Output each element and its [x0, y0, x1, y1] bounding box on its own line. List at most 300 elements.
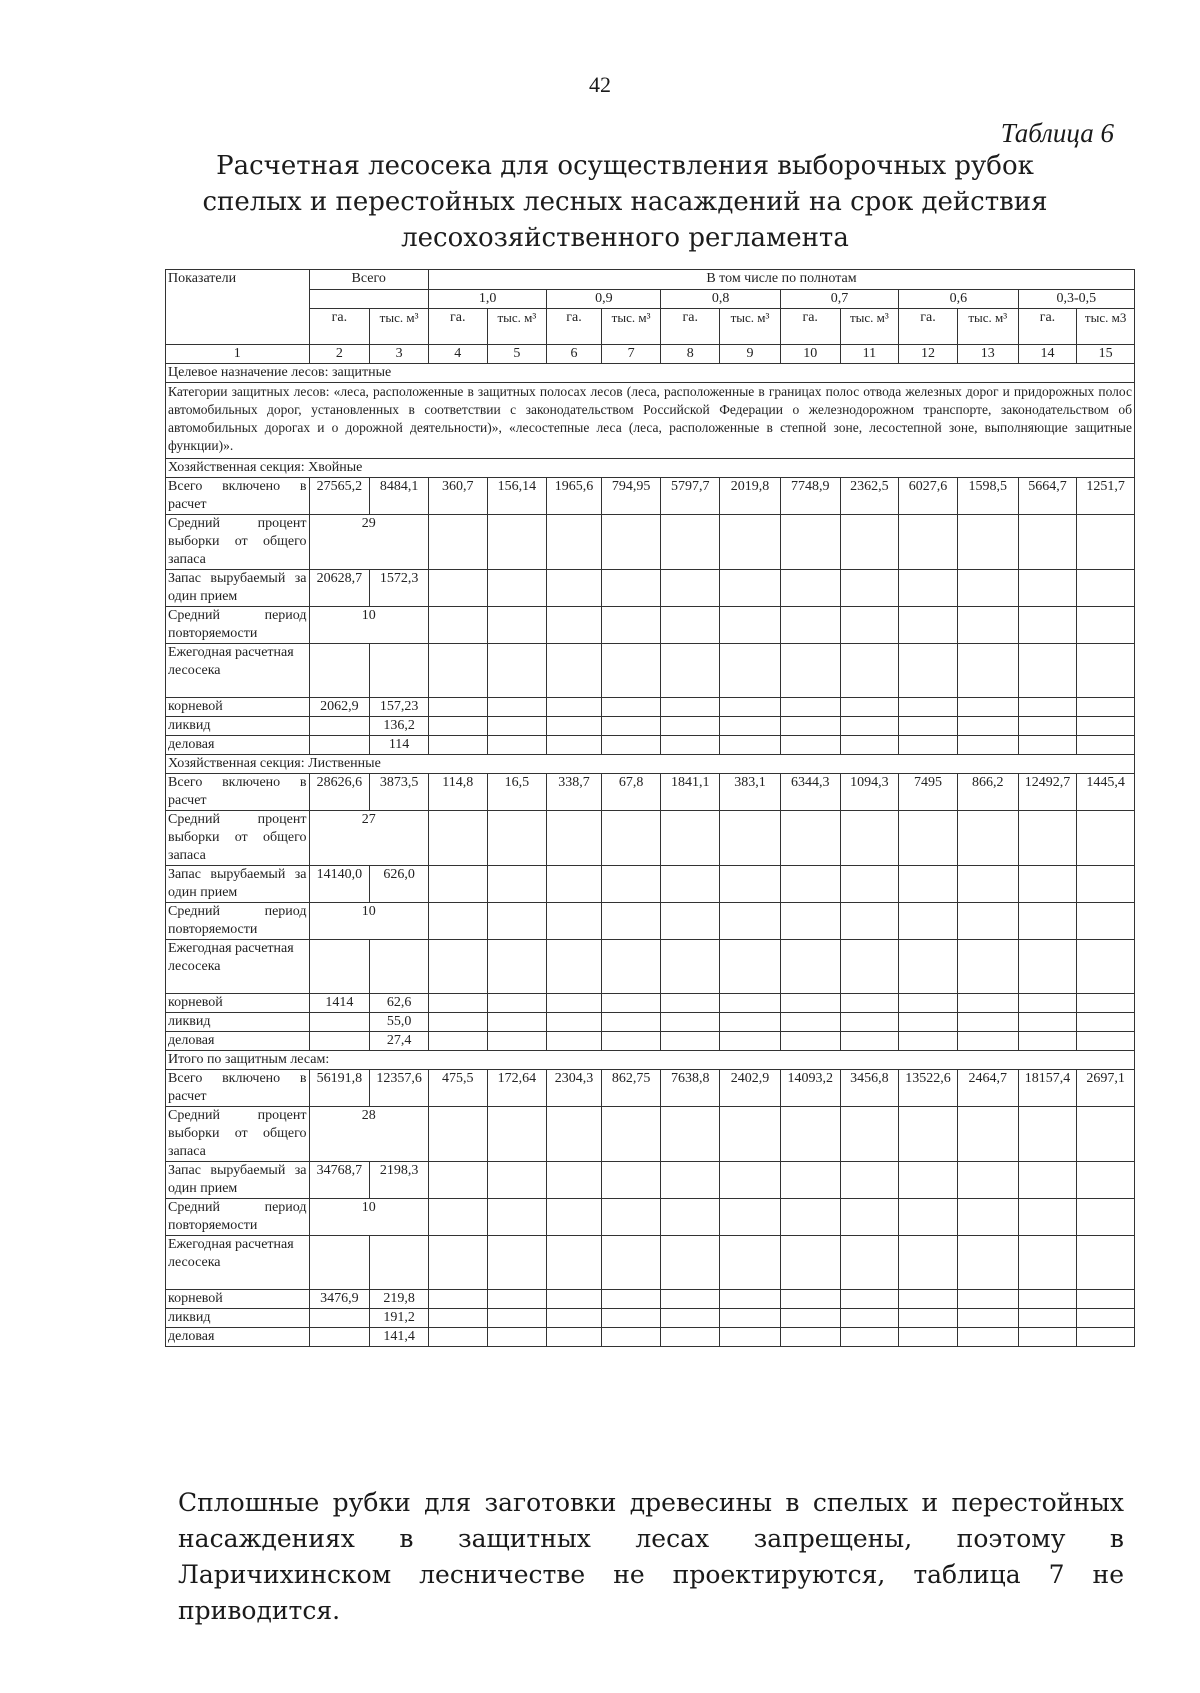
empty-cell	[1077, 1236, 1135, 1290]
empty-cell	[547, 1032, 601, 1051]
value-cell: 114,8	[428, 774, 487, 811]
value-cell: 7638,8	[661, 1070, 720, 1107]
empty-cell	[601, 1199, 661, 1236]
table-row	[166, 290, 1135, 309]
empty-cell	[957, 717, 1018, 736]
header-ha: га.	[547, 309, 601, 345]
column-number: 4	[428, 345, 487, 364]
table-row	[166, 698, 1135, 717]
empty-cell	[899, 570, 958, 607]
value-cell: 2062,9	[309, 698, 370, 717]
empty-cell	[428, 1199, 487, 1236]
empty-cell	[661, 1309, 720, 1328]
empty-cell	[780, 1013, 840, 1032]
empty-cell	[957, 1032, 1018, 1051]
empty-cell	[1077, 1309, 1135, 1328]
table-row	[166, 570, 1135, 607]
table-label: Таблица 6	[1000, 118, 1114, 148]
header-m3: тыс. м³	[370, 309, 429, 345]
header-density: 0,9	[547, 290, 661, 309]
empty-cell	[1077, 940, 1135, 994]
empty-cell	[780, 903, 840, 940]
column-number: 14	[1018, 345, 1077, 364]
empty-cell	[661, 1107, 720, 1162]
header-density: 1,0	[428, 290, 546, 309]
table-row	[166, 717, 1135, 736]
empty-cell	[899, 607, 958, 644]
table-row	[166, 383, 1135, 459]
empty-cell	[1077, 1199, 1135, 1236]
value-cell: 34768,7	[309, 1162, 370, 1199]
empty-cell	[1077, 1107, 1135, 1162]
column-number: 6	[547, 345, 601, 364]
empty-cell	[1018, 811, 1077, 866]
value-cell: 18157,4	[1018, 1070, 1077, 1107]
value-cell: 10	[309, 1199, 428, 1236]
empty-cell	[547, 866, 601, 903]
empty-cell	[428, 811, 487, 866]
value-cell: 55,0	[370, 1013, 429, 1032]
empty-cell	[840, 940, 899, 994]
section-title: Хозяйственная секция: Хвойные	[166, 459, 1135, 478]
empty-cell	[720, 994, 781, 1013]
value-cell: 13522,6	[899, 1070, 958, 1107]
row-label: ликвид	[166, 1013, 310, 1032]
empty-cell	[780, 644, 840, 698]
empty-cell	[547, 1328, 601, 1347]
empty-cell	[780, 1236, 840, 1290]
empty-cell	[957, 994, 1018, 1013]
value-cell: 2304,3	[547, 1070, 601, 1107]
value-cell: 14093,2	[780, 1070, 840, 1107]
empty-cell	[1077, 866, 1135, 903]
empty-cell	[309, 1236, 370, 1290]
empty-cell	[661, 811, 720, 866]
empty-cell	[547, 1199, 601, 1236]
column-number: 5	[487, 345, 547, 364]
empty-cell	[1018, 1236, 1077, 1290]
empty-cell	[661, 1162, 720, 1199]
row-label: Ежегодная расчетная лесосека	[166, 644, 310, 698]
empty-cell	[309, 717, 370, 736]
row-label: Всего включено в расчет	[166, 478, 310, 515]
empty-cell	[899, 736, 958, 755]
value-cell: 862,75	[601, 1070, 661, 1107]
empty-cell	[487, 1032, 547, 1051]
empty-cell	[840, 515, 899, 570]
table-row	[166, 866, 1135, 903]
value-cell: 136,2	[370, 717, 429, 736]
value-cell: 16,5	[487, 774, 547, 811]
empty-cell	[601, 1328, 661, 1347]
empty-cell	[661, 1032, 720, 1051]
empty-cell	[957, 607, 1018, 644]
column-number: 7	[601, 345, 661, 364]
empty-cell	[547, 698, 601, 717]
value-cell: 1841,1	[661, 774, 720, 811]
column-number: 8	[661, 345, 720, 364]
empty-cell	[840, 1328, 899, 1347]
empty-cell	[1077, 811, 1135, 866]
value-cell: 1572,3	[370, 570, 429, 607]
empty-cell	[780, 570, 840, 607]
value-cell: 28	[309, 1107, 428, 1162]
empty-cell	[428, 940, 487, 994]
empty-cell	[840, 1013, 899, 1032]
empty-cell	[601, 1107, 661, 1162]
value-cell: 2402,9	[720, 1070, 781, 1107]
empty-cell	[899, 1328, 958, 1347]
value-cell: 20628,7	[309, 570, 370, 607]
empty-cell	[547, 515, 601, 570]
empty-cell	[780, 1309, 840, 1328]
row-label: Всего включено в расчет	[166, 1070, 310, 1107]
empty-cell	[899, 903, 958, 940]
empty-cell	[487, 994, 547, 1013]
table-row	[166, 515, 1135, 570]
empty-cell	[957, 698, 1018, 717]
empty-cell	[661, 698, 720, 717]
empty-cell	[899, 1013, 958, 1032]
row-label: Запас вырубаемый за один прием	[166, 1162, 310, 1199]
empty-cell	[487, 717, 547, 736]
row-label: Средний процент выборки от общего запаса	[166, 1107, 310, 1162]
table-row	[166, 607, 1135, 644]
empty-cell	[601, 1013, 661, 1032]
empty-cell	[957, 736, 1018, 755]
column-number: 10	[780, 345, 840, 364]
empty-cell	[840, 570, 899, 607]
empty-cell	[661, 1199, 720, 1236]
value-cell: 2019,8	[720, 478, 781, 515]
empty-cell	[1018, 515, 1077, 570]
value-cell: 6344,3	[780, 774, 840, 811]
empty-cell	[601, 940, 661, 994]
empty-cell	[601, 736, 661, 755]
empty-cell	[1077, 570, 1135, 607]
header-m3: тыс. м³	[601, 309, 661, 345]
value-cell: 338,7	[547, 774, 601, 811]
header-m3: тыс. м³	[840, 309, 899, 345]
empty-cell	[840, 1290, 899, 1309]
value-cell: 7495	[899, 774, 958, 811]
empty-cell	[720, 903, 781, 940]
empty-cell	[1018, 903, 1077, 940]
empty-cell	[428, 736, 487, 755]
empty-cell	[487, 1236, 547, 1290]
section-title: Хозяйственная секция: Лиственные	[166, 755, 1135, 774]
empty-cell	[428, 1162, 487, 1199]
table-row	[166, 1199, 1135, 1236]
value-cell: 14140,0	[309, 866, 370, 903]
empty-cell	[1018, 570, 1077, 607]
empty-cell	[547, 811, 601, 866]
empty-cell	[661, 1013, 720, 1032]
empty-cell	[1018, 940, 1077, 994]
empty-cell	[370, 1236, 429, 1290]
empty-cell	[547, 717, 601, 736]
empty-cell	[428, 515, 487, 570]
value-cell: 219,8	[370, 1290, 429, 1309]
header-ha: га.	[899, 309, 958, 345]
empty-cell	[601, 515, 661, 570]
empty-cell	[601, 644, 661, 698]
empty-cell	[720, 940, 781, 994]
row-label: деловая	[166, 1328, 310, 1347]
empty-cell	[661, 994, 720, 1013]
empty-cell	[661, 607, 720, 644]
empty-cell	[601, 717, 661, 736]
empty-cell	[309, 1328, 370, 1347]
empty-cell	[957, 866, 1018, 903]
value-cell: 157,23	[370, 698, 429, 717]
empty-cell	[601, 607, 661, 644]
empty-cell	[601, 698, 661, 717]
value-cell: 7748,9	[780, 478, 840, 515]
empty-cell	[1077, 1032, 1135, 1051]
row-label: Средний процент выборки от общего запаса	[166, 515, 310, 570]
empty-cell	[601, 570, 661, 607]
empty-cell	[1018, 1199, 1077, 1236]
row-label: Всего включено в расчет	[166, 774, 310, 811]
empty-cell	[601, 1290, 661, 1309]
value-cell: 27,4	[370, 1032, 429, 1051]
empty-cell	[661, 570, 720, 607]
empty-cell	[547, 570, 601, 607]
table-row	[166, 345, 1135, 364]
header-density: 0,3-0,5	[1018, 290, 1134, 309]
table-row	[166, 903, 1135, 940]
table-row	[166, 1107, 1135, 1162]
empty-cell	[1018, 1107, 1077, 1162]
row-label: корневой	[166, 698, 310, 717]
empty-cell	[957, 1013, 1018, 1032]
value-cell: 6027,6	[899, 478, 958, 515]
empty-cell	[957, 1328, 1018, 1347]
empty-cell	[720, 1328, 781, 1347]
header-density: 0,8	[661, 290, 780, 309]
table-row	[166, 309, 1135, 345]
empty-cell	[487, 940, 547, 994]
value-cell: 794,95	[601, 478, 661, 515]
empty-cell	[487, 644, 547, 698]
empty-cell	[957, 1309, 1018, 1328]
table-row	[166, 1309, 1135, 1328]
empty-cell	[720, 736, 781, 755]
empty-cell	[547, 1107, 601, 1162]
value-cell: 360,7	[428, 478, 487, 515]
table-row	[166, 1032, 1135, 1051]
empty-cell	[428, 1032, 487, 1051]
empty-cell	[428, 717, 487, 736]
value-cell: 2464,7	[957, 1070, 1018, 1107]
column-number: 15	[1077, 345, 1135, 364]
value-cell: 27565,2	[309, 478, 370, 515]
empty-cell	[899, 1032, 958, 1051]
section-title: Итого по защитным лесам:	[166, 1051, 1135, 1070]
value-cell: 5664,7	[1018, 478, 1077, 515]
empty-cell	[840, 811, 899, 866]
empty-cell	[428, 1290, 487, 1309]
row-label: Средний период повторяемости	[166, 607, 310, 644]
empty-cell	[309, 644, 370, 698]
header-m3: тыс. м³	[487, 309, 547, 345]
empty-cell	[840, 698, 899, 717]
row-label: ликвид	[166, 717, 310, 736]
empty-cell	[1018, 607, 1077, 644]
empty-cell	[1077, 736, 1135, 755]
empty-cell	[428, 1236, 487, 1290]
value-cell: 1965,6	[547, 478, 601, 515]
table-row	[166, 774, 1135, 811]
empty-cell	[547, 940, 601, 994]
empty-cell	[428, 1013, 487, 1032]
empty-cell	[428, 570, 487, 607]
row-label: Средний период повторяемости	[166, 903, 310, 940]
empty-cell	[661, 1290, 720, 1309]
empty-cell	[309, 1032, 370, 1051]
table-row	[166, 459, 1135, 478]
empty-cell	[1077, 515, 1135, 570]
empty-cell	[720, 811, 781, 866]
empty-cell	[601, 994, 661, 1013]
empty-cell	[428, 607, 487, 644]
empty-cell	[1077, 698, 1135, 717]
empty-cell	[780, 940, 840, 994]
empty-cell	[840, 1107, 899, 1162]
empty-cell	[661, 866, 720, 903]
value-cell: 626,0	[370, 866, 429, 903]
table-row	[166, 1051, 1135, 1070]
empty-cell	[720, 644, 781, 698]
empty-cell	[547, 607, 601, 644]
empty-cell	[487, 607, 547, 644]
value-cell: 2198,3	[370, 1162, 429, 1199]
row-label: корневой	[166, 1290, 310, 1309]
header-by-density: В том числе по полнотам	[428, 270, 1134, 290]
table-row	[166, 270, 1135, 290]
empty-cell	[899, 994, 958, 1013]
empty-cell	[899, 940, 958, 994]
table-row	[166, 644, 1135, 698]
value-cell: 475,5	[428, 1070, 487, 1107]
empty-cell	[487, 1328, 547, 1347]
empty-cell	[1018, 1290, 1077, 1309]
table-row	[166, 1070, 1135, 1107]
empty-cell	[1077, 1162, 1135, 1199]
empty-cell	[840, 1032, 899, 1051]
empty-cell	[428, 994, 487, 1013]
empty-cell	[720, 717, 781, 736]
header-density: 0,6	[899, 290, 1018, 309]
empty-cell	[1077, 717, 1135, 736]
value-cell: 3456,8	[840, 1070, 899, 1107]
empty-cell	[840, 1162, 899, 1199]
value-cell: 114	[370, 736, 429, 755]
empty-cell	[720, 1162, 781, 1199]
empty-cell	[428, 903, 487, 940]
empty-cell	[547, 644, 601, 698]
value-cell: 8484,1	[370, 478, 429, 515]
value-cell: 2697,1	[1077, 1070, 1135, 1107]
empty-cell	[720, 1199, 781, 1236]
empty-cell	[780, 866, 840, 903]
empty-cell	[899, 1309, 958, 1328]
empty-cell	[428, 698, 487, 717]
empty-cell	[957, 1290, 1018, 1309]
empty-cell	[1018, 644, 1077, 698]
empty-cell	[661, 1328, 720, 1347]
empty-cell	[547, 1013, 601, 1032]
empty-cell	[487, 698, 547, 717]
empty-cell	[1018, 717, 1077, 736]
empty-cell	[487, 1013, 547, 1032]
empty-cell	[780, 515, 840, 570]
row-label: ликвид	[166, 1309, 310, 1328]
empty-cell	[840, 1236, 899, 1290]
empty-cell	[720, 515, 781, 570]
column-number: 9	[720, 345, 781, 364]
table-row	[166, 736, 1135, 755]
empty-cell	[720, 866, 781, 903]
empty-cell	[840, 866, 899, 903]
empty-cell	[840, 607, 899, 644]
empty-cell	[601, 1236, 661, 1290]
empty-cell	[661, 515, 720, 570]
empty-cell	[899, 698, 958, 717]
purpose-row: Целевое назначение лесов: защитные	[166, 364, 1135, 383]
header-total: Всего	[309, 270, 428, 290]
empty-cell	[428, 1107, 487, 1162]
empty-cell	[661, 940, 720, 994]
empty-cell	[487, 1290, 547, 1309]
table-row	[166, 364, 1135, 383]
empty-cell	[487, 811, 547, 866]
header-ha: га.	[780, 309, 840, 345]
empty-cell	[487, 570, 547, 607]
empty-cell	[899, 717, 958, 736]
value-cell: 3873,5	[370, 774, 429, 811]
empty-cell	[780, 1290, 840, 1309]
table-row	[166, 1290, 1135, 1309]
empty-cell	[780, 1199, 840, 1236]
row-label: деловая	[166, 736, 310, 755]
empty-cell	[899, 1199, 958, 1236]
empty-cell	[547, 1162, 601, 1199]
row-label: корневой	[166, 994, 310, 1013]
value-cell: 1445,4	[1077, 774, 1135, 811]
footer-paragraph: Сплошные рубки для заготовки древесины в спелых и перестойных насаждениях в защитных лесах запрещены, поэтому в Ларичихинском лесничестве не проектируются, таблица 7 не приводится.	[178, 1488, 1124, 1625]
empty-cell	[428, 866, 487, 903]
value-cell: 10	[309, 903, 428, 940]
header-density: 0,7	[780, 290, 898, 309]
table-row	[166, 478, 1135, 515]
empty-cell	[547, 994, 601, 1013]
empty-cell	[957, 1107, 1018, 1162]
empty-cell	[1018, 866, 1077, 903]
header-m3: тыс. м3	[1077, 309, 1135, 345]
table-row	[166, 1013, 1135, 1032]
empty-cell	[720, 607, 781, 644]
empty-cell	[899, 1290, 958, 1309]
empty-cell	[661, 717, 720, 736]
empty-cell	[780, 607, 840, 644]
empty-cell	[840, 903, 899, 940]
empty-cell	[1077, 903, 1135, 940]
value-cell: 383,1	[720, 774, 781, 811]
empty-cell	[1018, 1013, 1077, 1032]
table-row	[166, 1162, 1135, 1199]
